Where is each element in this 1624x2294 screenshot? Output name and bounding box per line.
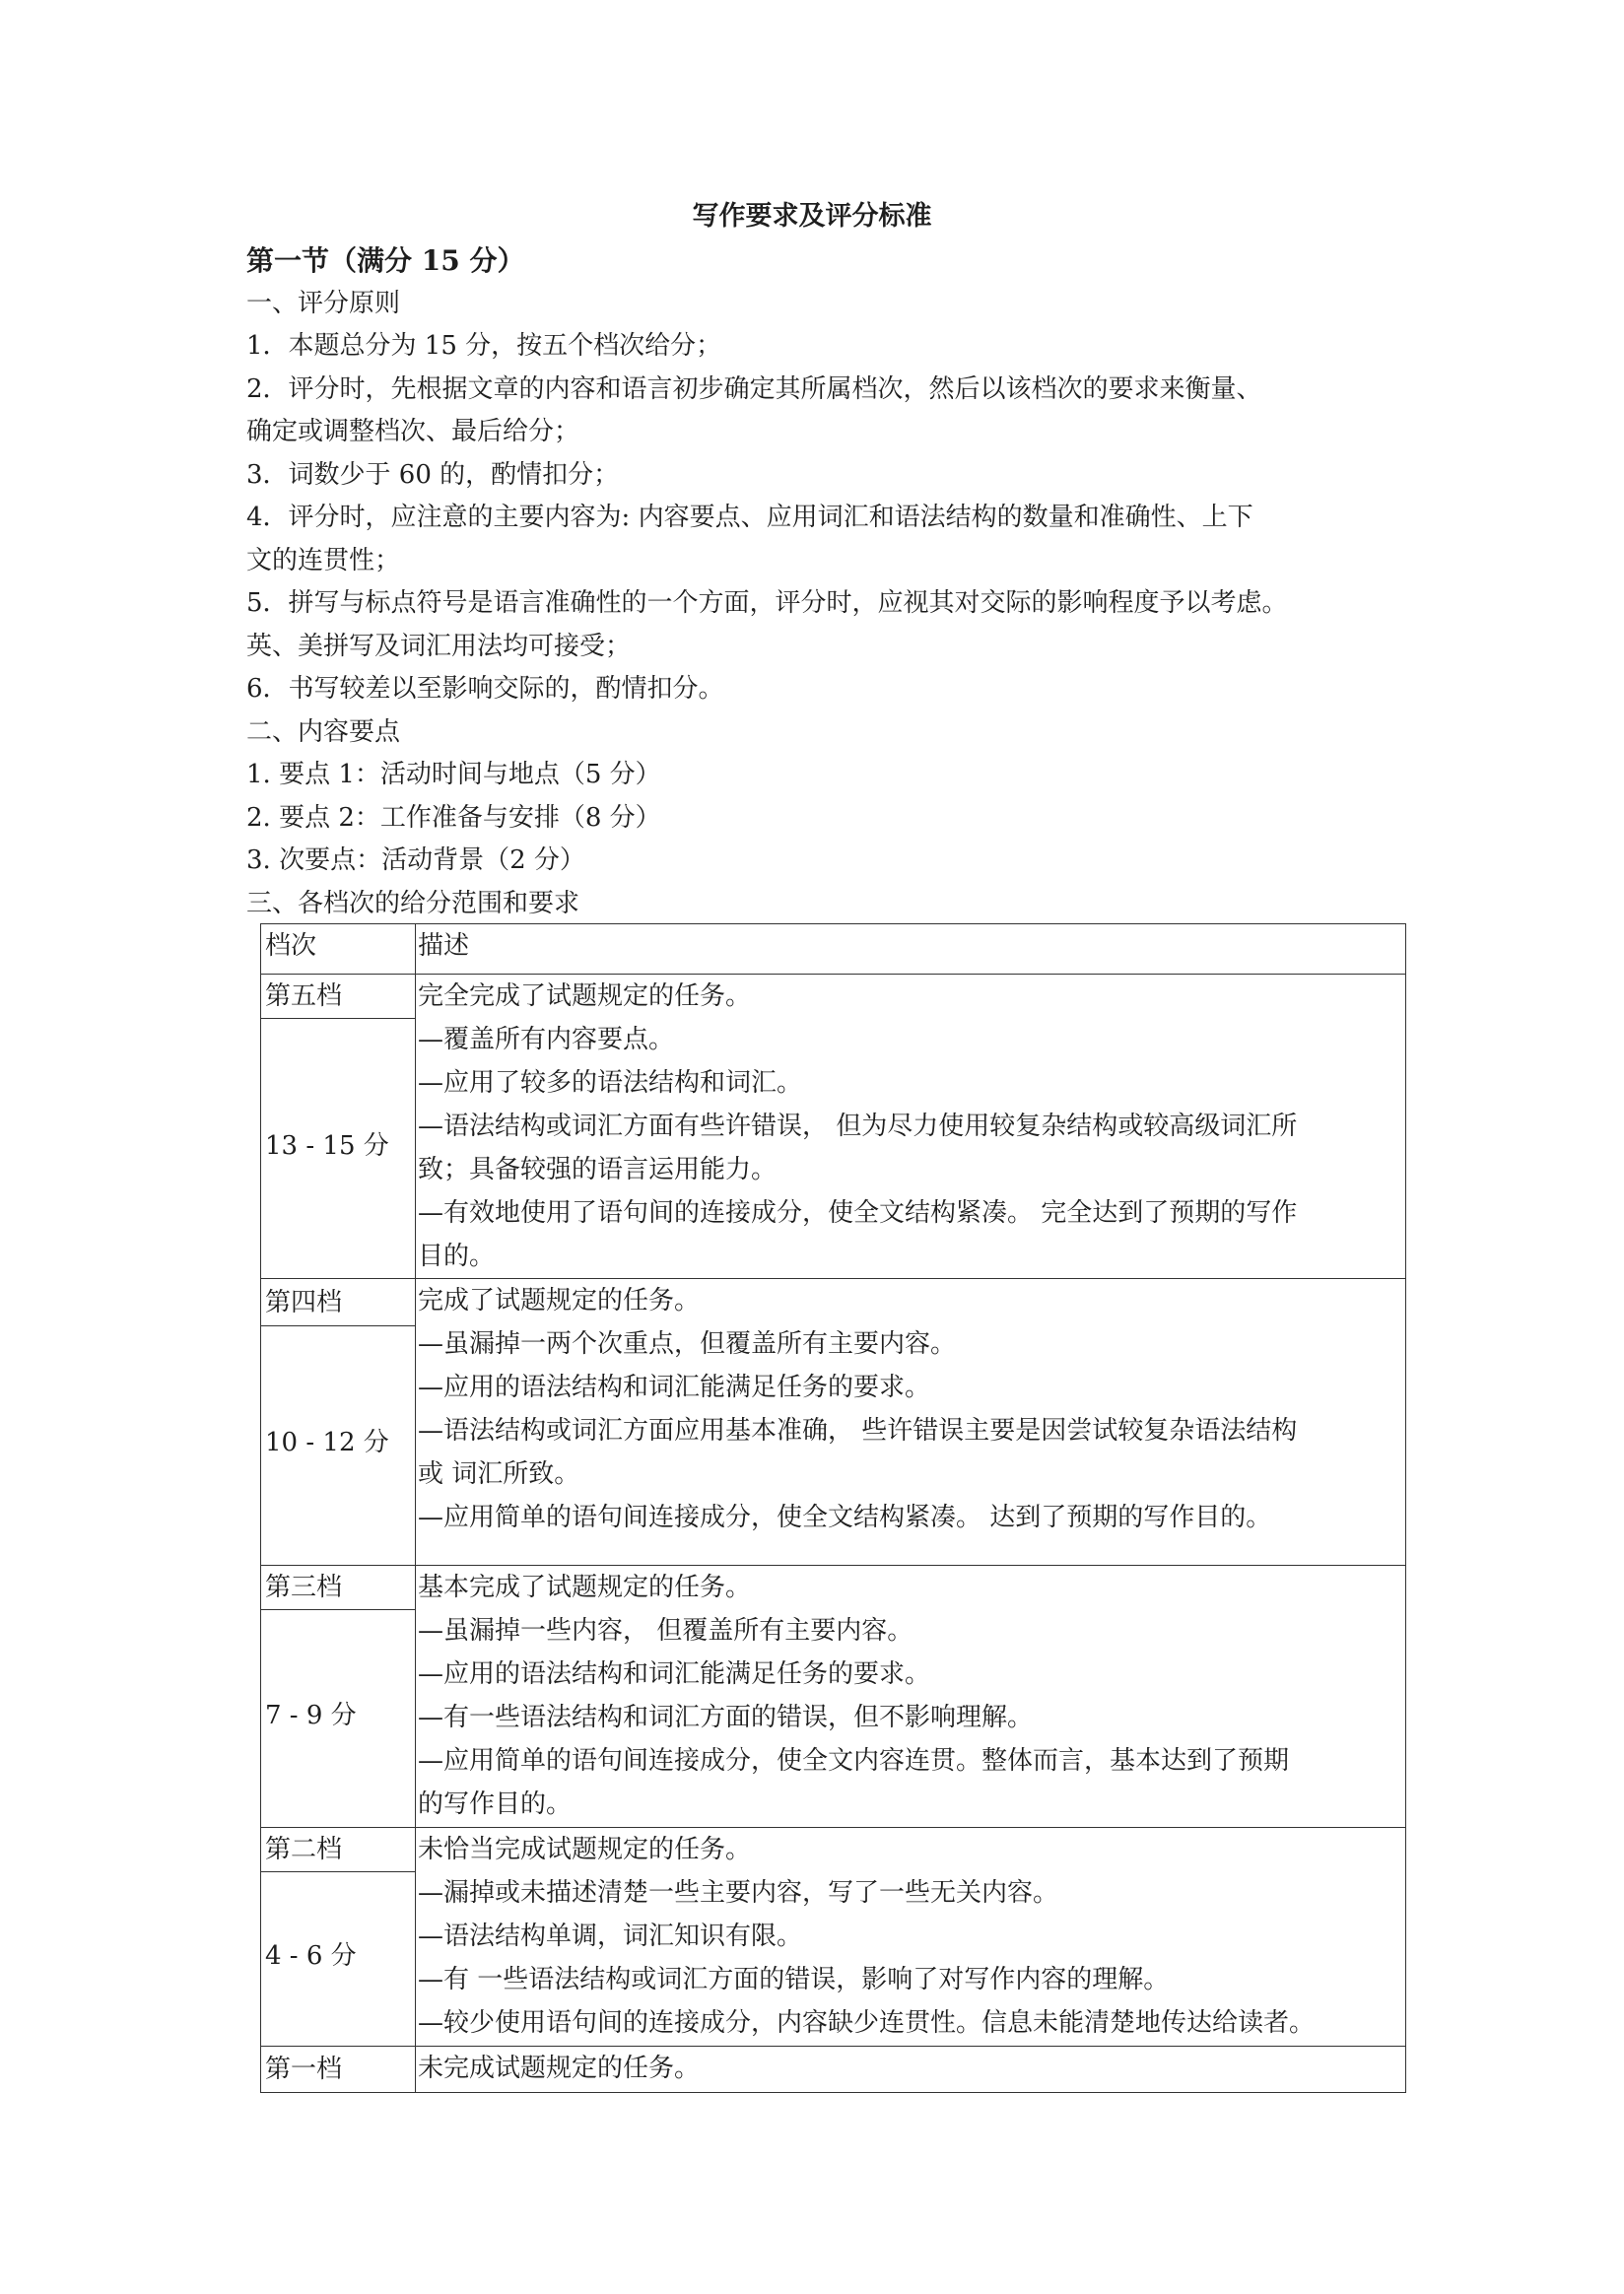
paragraph: 英、美拼写及词汇用法均可接受； <box>246 631 632 661</box>
level-summary: 完全完成了试题规定的任务。 <box>418 981 752 1011</box>
level-description-cell <box>416 1828 1406 2047</box>
level-detail: —应用简单的语句间连接成分，使全文内容连贯。整体而言，基本达到了预期 <box>418 1746 1290 1776</box>
paragraph: 2．评分时，先根据文章的内容和语言初步确定其所属档次，然后以该档次的要求来衡量、 <box>246 373 1262 404</box>
level-detail: —有 一些语法结构或词汇方面的错误，影响了对写作内容的理解。 <box>418 1965 1170 1994</box>
level-detail: —覆盖所有内容要点。 <box>418 1025 675 1054</box>
level-detail: —应用简单的语句间连接成分，使全文结构紧凑。 达到了预期的写作目的。 <box>418 1503 1272 1532</box>
level-name-cell: 第五档 <box>261 975 416 1019</box>
table-row <box>261 975 1406 1019</box>
level-detail: —虽漏掉一两个次重点，但覆盖所有主要内容。 <box>418 1329 957 1359</box>
level-description-cell <box>416 2047 1406 2093</box>
paragraph: 确定或调整档次、最后给分； <box>246 417 580 446</box>
paragraph: 4．评分时，应注意的主要内容为: 内容要点、应用词汇和语法结构的数量和准确性、上下 <box>246 503 1253 532</box>
level-name-cell: 第三档 <box>261 1566 416 1610</box>
table-row <box>261 1566 1406 1610</box>
level-summary: 基本完成了试题规定的任务。 <box>418 1573 752 1602</box>
table-row <box>261 1279 1406 1326</box>
level-description-cell <box>416 1566 1406 1828</box>
table-row <box>261 2047 1406 2093</box>
score-range-cell: 7 - 9 分 <box>261 1610 416 1828</box>
score-range-cell: 4 - 6 分 <box>261 1872 416 2047</box>
paragraph: 6．书写较差以至影响交际的，酌情扣分。 <box>246 674 724 704</box>
score-range-cell: 10 - 12 分 <box>261 1326 416 1566</box>
paragraph: 文的连贯性； <box>246 545 401 575</box>
paragraph: 1. 要点 1：活动时间与地点（5 分） <box>246 760 661 789</box>
scoring-principles-section <box>246 239 1409 925</box>
level-name-cell: 第四档 <box>261 1279 416 1326</box>
table-header-row <box>261 924 1406 975</box>
level-detail: —有效地使用了语句间的连接成分，使全文结构紧凑。 完全达到了预期的写作 <box>418 1198 1298 1228</box>
level-description-cell <box>416 1279 1406 1566</box>
paragraph: 2. 要点 2：工作准备与安排（8 分） <box>246 802 661 833</box>
paragraph: 二、内容要点 <box>246 716 401 747</box>
level-description-cell <box>416 975 1406 1279</box>
paragraph: 5．拼写与标点符号是语言准确性的一个方面，评分时，应视其对交际的影响程度予以考虑。 <box>246 588 1288 618</box>
level-detail: —较少使用语句间的连接成分，内容缺少连贯性。信息未能清楚地传达给读者。 <box>418 2008 1316 2038</box>
level-detail: —虽漏掉一些内容， 但覆盖所有主要内容。 <box>418 1616 914 1646</box>
header-cell-description: 描述 <box>416 924 1406 975</box>
level-detail: —漏掉或未描述清楚一些主要内容，写了一些无关内容。 <box>418 1878 1059 1908</box>
level-detail: —语法结构或词汇方面有些许错误， 但为尽力使用较复杂结构或较高级词汇所 <box>418 1112 1298 1141</box>
section-heading: 第一节（满分 15 分） <box>246 244 525 277</box>
level-detail: 或 词汇所致。 <box>418 1459 580 1489</box>
level-detail: —有一些语法结构和词汇方面的错误，但不影响理解。 <box>418 1703 1034 1732</box>
level-summary: 未完成试题规定的任务。 <box>418 2054 701 2083</box>
header-cell-level: 档次 <box>261 924 416 975</box>
level-summary: 完成了试题规定的任务。 <box>418 1286 701 1316</box>
level-detail: —应用了较多的语法结构和词汇。 <box>418 1068 803 1098</box>
paragraph: 1．本题总分为 15 分，按五个档次给分； <box>246 331 722 361</box>
level-detail: —应用的语法结构和词汇能满足任务的要求。 <box>418 1373 931 1402</box>
level-detail: —语法结构或词汇方面应用基本准确， 些许错误主要是因尝试较复杂语法结构 <box>418 1416 1298 1446</box>
table-row <box>261 1828 1406 1872</box>
level-name-cell: 第一档 <box>261 2047 416 2093</box>
level-detail: —应用的语法结构和词汇能满足任务的要求。 <box>418 1659 931 1689</box>
level-summary: 未恰当完成试题规定的任务。 <box>418 1835 752 1864</box>
level-name-cell: 第二档 <box>261 1828 416 1872</box>
page-title: 写作要求及评分标准 <box>692 201 932 232</box>
paragraph: 3. 次要点：活动背景（2 分） <box>246 845 585 875</box>
paragraph: 三、各档次的给分范围和要求 <box>246 888 580 918</box>
level-detail: 的写作目的。 <box>418 1789 573 1819</box>
score-range-cell: 13 - 15 分 <box>261 1019 416 1279</box>
level-detail: 致；具备较强的语言运用能力。 <box>418 1155 778 1184</box>
rubric-table <box>260 923 1406 2093</box>
level-detail: —语法结构单调，词汇知识有限。 <box>418 1922 803 1951</box>
paragraph: 一、评分原则 <box>246 288 401 318</box>
paragraph: 3．词数少于 60 的，酌情扣分； <box>246 459 620 490</box>
level-detail: 目的。 <box>418 1242 496 1271</box>
